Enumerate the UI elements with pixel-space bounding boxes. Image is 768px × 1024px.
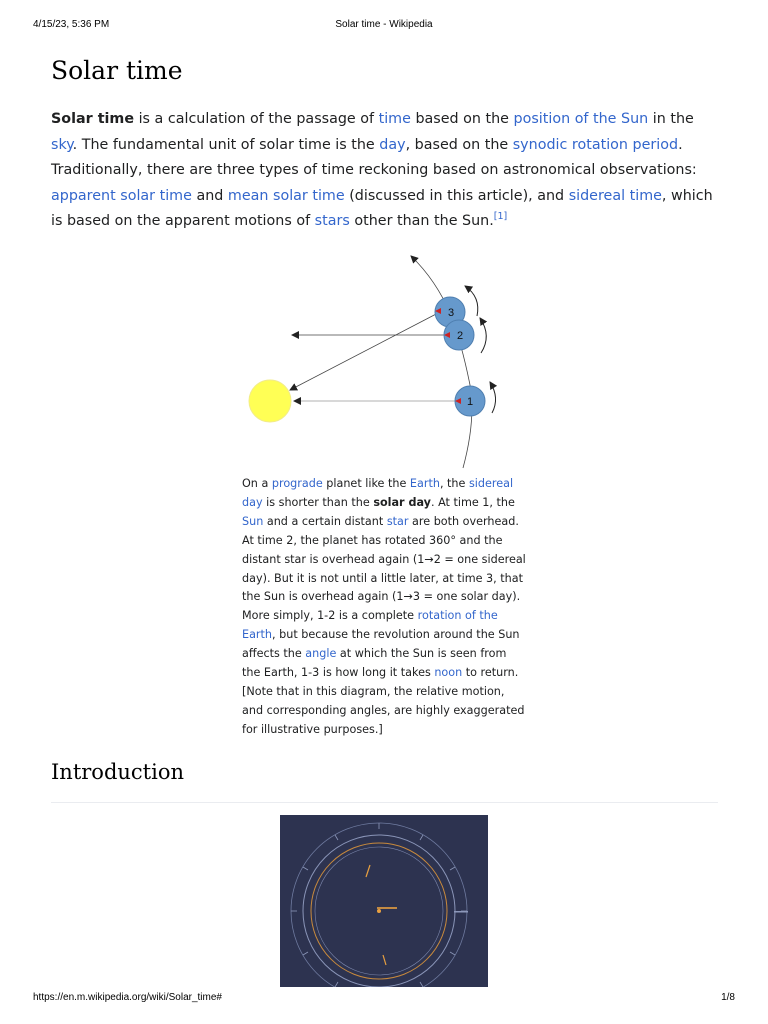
- lead-text: other than the Sun.: [349, 213, 494, 229]
- line-3-to-sun: [290, 312, 440, 390]
- caption-text: to return. [Note that in this diagram, the relative motion, and corresponding angles, are highly exaggerated for illustrative purposes.]: [242, 666, 525, 736]
- lead-text: in the: [648, 111, 694, 127]
- position-label-1: 1: [466, 396, 474, 408]
- lead-text: (discussed in this article), and: [344, 187, 569, 204]
- lead-paragraph: [51, 107, 719, 235]
- link-earth[interactable]: Earth: [409, 477, 440, 490]
- section-divider: [51, 802, 718, 803]
- link-position-of-the-sun[interactable]: position of the Sun: [513, 111, 649, 127]
- link-mean-solar-time[interactable]: mean solar time: [227, 187, 345, 204]
- position-label-3: 3: [447, 307, 455, 319]
- sidereal-vs-solar-day-diagram[interactable]: [236, 250, 526, 470]
- orbit-path: [411, 256, 472, 468]
- lead-text: based on the: [410, 111, 514, 127]
- print-datetime: 4/15/23, 5:36 PM: [33, 19, 110, 30]
- page-number: 1/8: [721, 992, 735, 1003]
- link-sidereal-day[interactable]: sidereal day: [242, 477, 514, 509]
- caption-bold-term: solar day: [373, 495, 431, 509]
- link-sidereal-time[interactable]: sidereal time: [568, 187, 662, 204]
- dial-outer-ring: [291, 823, 467, 987]
- print-footer: [0, 992, 768, 1006]
- link-rotation-of-the-earth[interactable]: rotation of the Earth: [242, 609, 498, 642]
- link-apparent-solar-time[interactable]: apparent solar time: [51, 187, 192, 204]
- reference-link[interactable]: [1]: [493, 211, 508, 223]
- rotation-arrow-1: [490, 382, 496, 413]
- diagram-svg: [236, 250, 526, 470]
- caption-text: , the: [439, 477, 469, 490]
- lead-text: , which is based on the apparent motions of: [51, 187, 713, 229]
- section-heading-introduction: Introduction: [51, 760, 184, 784]
- dial-center-label-mark: [377, 907, 397, 909]
- link-sky[interactable]: sky: [51, 136, 73, 153]
- lead-text: . Traditionally, there are three types of time reckoning based on astronomical observations:: [51, 136, 697, 178]
- print-doc-title: Solar time - Wikipedia: [335, 19, 433, 30]
- dial-hand-lower: [383, 955, 386, 965]
- link-prograde[interactable]: prograde: [271, 477, 323, 490]
- caption-text: and a certain distant: [263, 514, 387, 528]
- link-star[interactable]: star: [386, 514, 409, 528]
- link-stars[interactable]: stars: [314, 213, 350, 229]
- dial-hand-upper: [366, 865, 370, 877]
- lead-text: and: [191, 187, 228, 204]
- lead-bold-term: Solar time: [51, 111, 135, 127]
- introduction-image[interactable]: [280, 815, 488, 987]
- dial-center-icon: [377, 909, 381, 913]
- position-label-2: 2: [456, 330, 464, 342]
- lead-text: , based on the: [405, 136, 513, 153]
- page-title: Solar time: [51, 56, 183, 85]
- reference-marker: [494, 211, 507, 222]
- caption-text: , but because the revolution around the Sun affects the: [242, 628, 520, 661]
- link-day[interactable]: day: [379, 136, 406, 153]
- link-time[interactable]: time: [378, 111, 411, 127]
- caption-text: planet like the: [322, 477, 410, 490]
- caption-text: is shorter than the: [262, 495, 374, 509]
- caption-text: . At time 1, the: [430, 495, 515, 509]
- caption-text: On a: [242, 477, 272, 490]
- link-sun[interactable]: Sun: [242, 514, 264, 528]
- lead-text: . The fundamental unit of solar time is the: [72, 136, 380, 153]
- dial-side-label-mark: [454, 911, 468, 913]
- figure-caption: [242, 475, 527, 740]
- rotation-arrow-2: [480, 318, 486, 353]
- caption-text: are both overhead. At time 2, the planet has rotated 360° and the distant star is overhead again (1→2 = one sidereal day). But it is not until a little later, at time 3, that the Sun is overhead again (1→3 = one solar day). More simply, 1-2 is a complete: [242, 514, 526, 623]
- sun-icon: [249, 380, 291, 422]
- link-noon[interactable]: noon: [434, 666, 463, 680]
- link-angle[interactable]: angle: [305, 647, 337, 661]
- print-header: [0, 19, 768, 33]
- lead-text: is a calculation of the passage of: [134, 111, 379, 127]
- dial-illustration: [280, 815, 488, 987]
- link-synodic-rotation-period[interactable]: synodic rotation period: [512, 136, 679, 153]
- caption-text: at which the Sun is seen from the Earth, 1-3 is how long it takes: [242, 647, 507, 680]
- page-url: https://en.m.wikipedia.org/wiki/Solar_time#: [33, 992, 222, 1003]
- rotation-arrow-3: [465, 286, 478, 316]
